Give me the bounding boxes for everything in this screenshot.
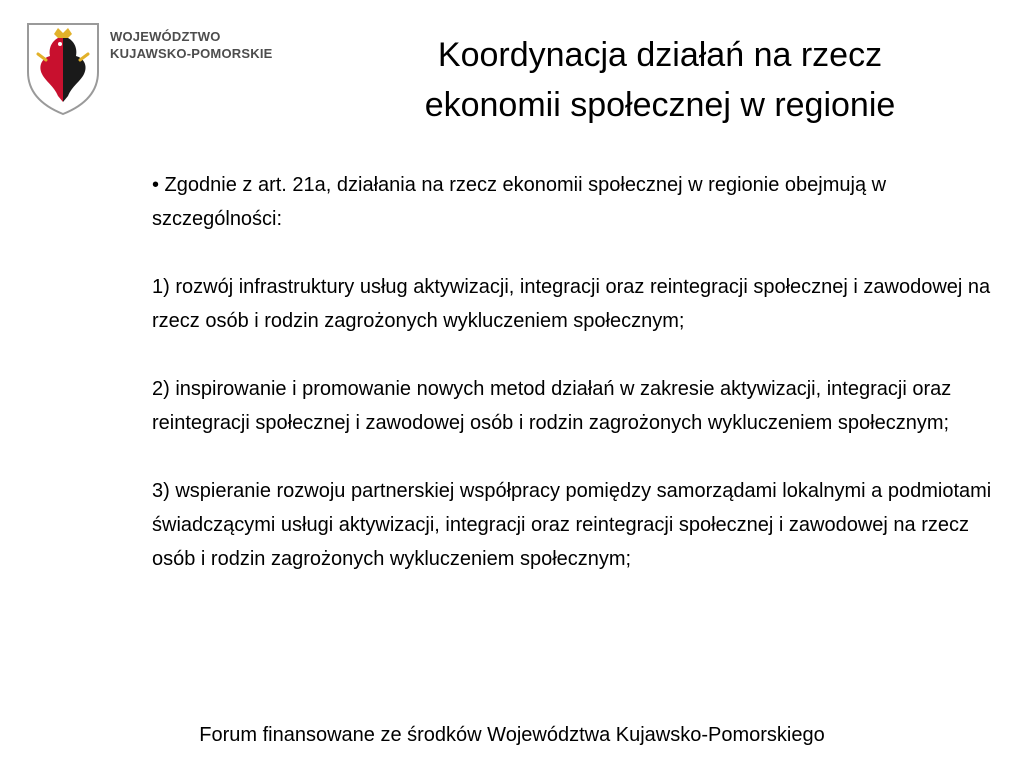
slide-title-line1: Koordynacja działań na rzecz [437, 36, 883, 74]
list-item-1: 1) rozwój infrastruktury usług aktywizacji, integracji oraz reintegracji społecznej i zawodowej na rzecz osób i rodzin zagrożonych wykluczeniem społecznym; [152, 276, 991, 332]
footer-note: Forum finansowane ze środków Województwa Kujawsko-Pomorskiego [199, 724, 825, 746]
slide-title-line2: ekonomii społecznej w regionie [424, 86, 896, 124]
intro-paragraph: • Zgodnie z art. 21a, działania na rzecz ekonomii społecznej w regionie obejmują w szczególności: [152, 174, 887, 230]
region-name-line2: KUJAWSKO-POMORSKIE [110, 46, 273, 61]
slide-title [300, 30, 1020, 130]
spacer [152, 338, 1012, 372]
region-name [110, 28, 273, 62]
region-logo [24, 20, 294, 120]
list-item-2: 2) inspirowanie i promowanie nowych metod działań w zakresie aktywizacji, integracji oraz reintegracji społecznej i zawodowej osób i rodzin zagrożonych wykluczeniem społecznym; [152, 378, 952, 434]
spacer [152, 440, 1012, 474]
spacer [152, 236, 1012, 270]
griffin-coat-of-arms-icon [24, 20, 102, 116]
region-name-line1: WOJEWÓDZTWO [110, 29, 221, 44]
slide-body [152, 168, 1012, 576]
list-item-3: 3) wspieranie rozwoju partnerskiej współpracy pomiędzy samorządami lokalnymi a podmiotami świadczącymi usługi aktywizacji, integracji oraz reintegracji społecznej i zawodowej na rzecz osób i rodzin zagrożonych wykluczeniem społecznym; [152, 480, 992, 570]
